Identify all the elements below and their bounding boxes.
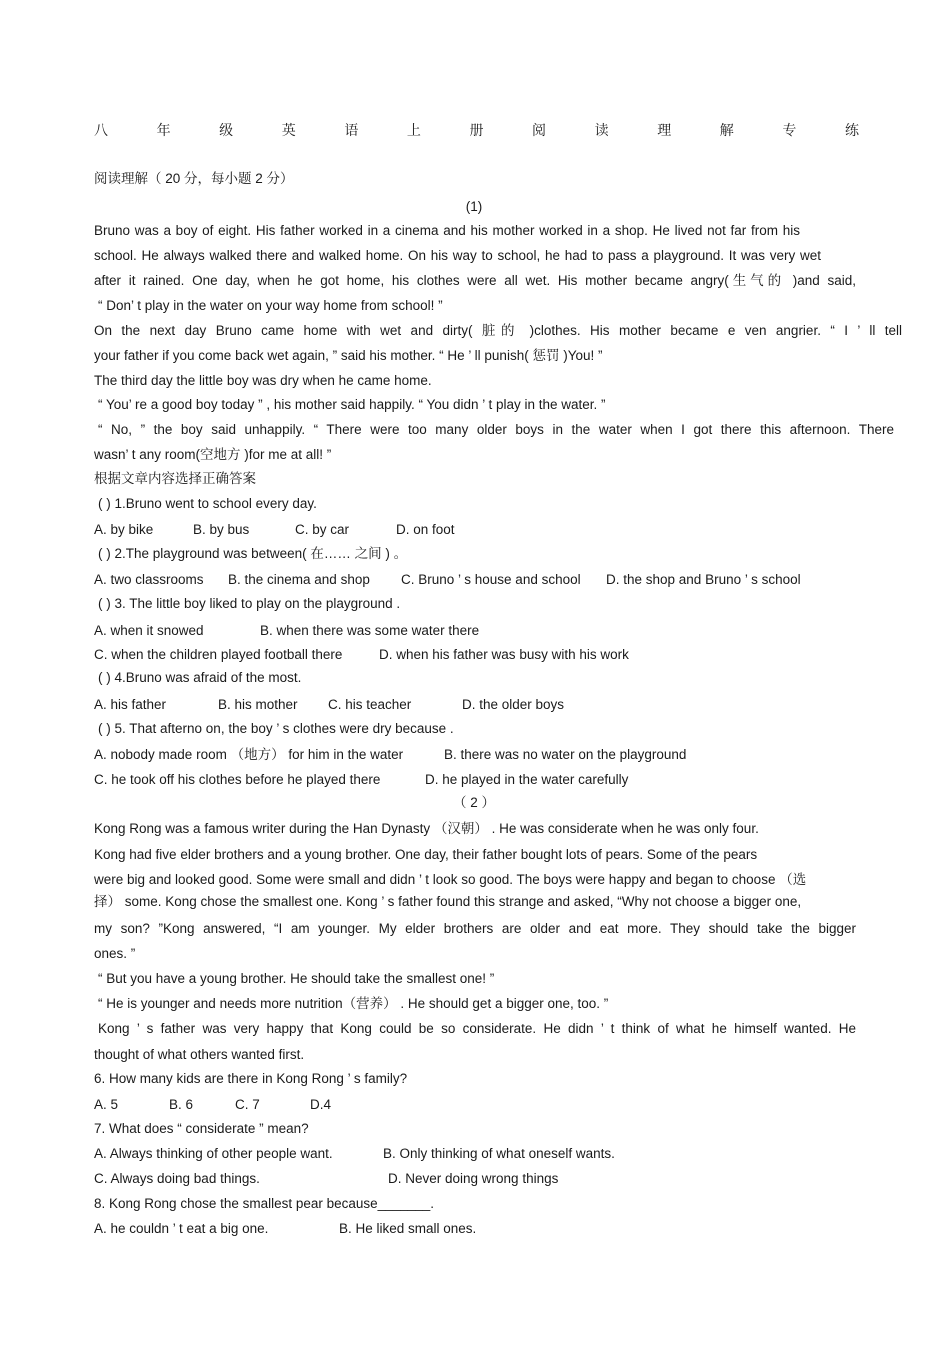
answer-option[interactable]: C. by car <box>295 522 350 537</box>
title-char: 八 <box>94 122 108 138</box>
answer-option[interactable]: B. 6 <box>169 1097 194 1112</box>
passage-line: your father if you come back wet again, ” said his mother. “ He ’ ll punish( 惩罚 )You! ” <box>94 348 603 363</box>
passage-line: “ You’ re a good boy today ” , his mother said happily. “ You didn ’ t play in the water. ” <box>98 397 606 412</box>
answer-option[interactable]: B. Only thinking of what oneself wants. <box>383 1146 615 1161</box>
title-char: 专 <box>782 122 797 138</box>
page-title <box>94 120 859 140</box>
passage-line: thought of what others wanted first. <box>94 1047 305 1062</box>
passage-line: “ But you have a young brother. He should take the smallest one! ” <box>98 971 495 986</box>
title-char: 读 <box>594 122 609 138</box>
title-char: 解 <box>719 122 734 138</box>
answer-option[interactable]: A. Always thinking of other people want. <box>94 1146 333 1161</box>
answer-option[interactable]: A. when it snowed <box>94 623 204 638</box>
title-char: 练 <box>844 122 859 138</box>
question-stem: ( ) 2.The playground was between( 在…… 之间 ) 。 <box>98 546 408 561</box>
passage-line: “ He is younger and needs more nutrition（营养） . He should get a bigger one, too. ” <box>98 996 609 1011</box>
answer-option[interactable]: A. 5 <box>94 1097 119 1112</box>
passage-line: wasn’ t any room(空地方 )for me at all! ” <box>94 447 332 462</box>
answer-option[interactable]: C. when the children played football there <box>94 647 343 662</box>
title-char: 级 <box>219 122 234 138</box>
answer-option[interactable]: D. on foot <box>396 522 455 537</box>
question-stem: 8. Kong Rong chose the smallest pear because_______. <box>94 1196 434 1211</box>
answer-option[interactable]: B. his mother <box>218 697 298 712</box>
answer-option[interactable]: C. Bruno ’ s house and school <box>401 572 581 587</box>
title-char: 册 <box>469 122 484 138</box>
passage-line: Kong had five elder brothers and a young brother. One day, their father bought lots of pears. Some of the pears <box>94 847 758 862</box>
title-char: 英 <box>281 122 296 138</box>
answer-option[interactable]: D. the shop and Bruno ’ s school <box>606 572 801 587</box>
answer-option[interactable]: C. his teacher <box>328 697 412 712</box>
title-char: 语 <box>344 122 359 138</box>
answer-option[interactable]: C. Always doing bad things. <box>94 1171 260 1186</box>
section-header: 阅读理解（ 20 分，每小题 2 分） <box>94 171 294 186</box>
title-char: 阅 <box>532 122 547 138</box>
question-stem: 7. What does “ considerate ” mean? <box>94 1121 309 1136</box>
answer-option[interactable]: C. he took off his clothes before he played there <box>94 772 381 787</box>
answer-option[interactable]: A. nobody made room （地方） for him in the water <box>94 747 404 762</box>
answer-option[interactable]: B. the cinema and shop <box>228 572 370 587</box>
answer-option[interactable]: A. he couldn ’ t eat a big one. <box>94 1221 269 1236</box>
question-stem: ( ) 5. That afterno on, the boy ’ s clothes were dry because . <box>98 721 454 736</box>
answer-option[interactable]: D. when his father was busy with his work <box>379 647 629 662</box>
passage-line: 择） some. Kong chose the smallest one. Kong ’ s father found this strange and asked, “Why not choose a bigger one, <box>94 894 802 909</box>
answer-option[interactable]: D. the older boys <box>462 697 565 712</box>
answer-option[interactable]: A. by bike <box>94 522 154 537</box>
passage-line: Kong Rong was a famous writer during the Han Dynasty （汉朝） . He was considerate when he was only four. <box>94 821 759 836</box>
title-char: 年 <box>156 122 171 138</box>
passage1-number: (1) <box>465 199 483 214</box>
answer-option[interactable]: B. He liked small ones. <box>339 1221 477 1236</box>
answer-option[interactable]: A. two classrooms <box>94 572 204 587</box>
question-stem: ( ) 3. The little boy liked to play on the playground . <box>98 596 401 611</box>
answer-option[interactable]: B. there was no water on the playground <box>444 747 687 762</box>
passage-line: On the next day Bruno came home with wet and dirty( 脏的 )clothes. His mother became e ven angrier. “ I ’ ll tell <box>94 323 902 338</box>
passage2-number: （ 2 ） <box>452 795 495 810</box>
answer-option[interactable]: B. by bus <box>193 522 250 537</box>
passage-line: ones. ” <box>94 946 136 961</box>
question-stem: 6. How many kids are there in Kong Rong ’ s family? <box>94 1071 408 1086</box>
question-stem: ( ) 4.Bruno was afraid of the most. <box>98 670 302 685</box>
answer-option[interactable]: D. Never doing wrong things <box>388 1171 559 1186</box>
answer-option[interactable]: B. when there was some water there <box>260 623 480 638</box>
passage-line: Kong ’ s father was very happy that Kong could be so considerate. He didn ’ t think of what he himself wanted. He <box>98 1021 856 1036</box>
passage-line: Bruno was a boy of eight. His father worked in a cinema and his mother worked in a shop. He lived not far from his <box>94 223 800 238</box>
passage-line: The third day the little boy was dry when he came home. <box>94 373 432 388</box>
passage-line: school. He always walked there and walked home. On his way to school, he had to pass a playground. It was very wet <box>94 248 821 263</box>
answer-option[interactable]: D. he played in the water carefully <box>425 772 629 787</box>
passage-line: my son? ”Kong answered, “I am younger. My elder brothers are older and eat more. They should take the bigger <box>94 921 856 936</box>
answer-option[interactable]: D.4 <box>310 1097 332 1112</box>
answer-option[interactable]: A. his father <box>94 697 167 712</box>
passage-line: were big and looked good. Some were small and didn ’ t look so good. The boys were happy and began to choose （选 <box>94 872 807 887</box>
answer-option[interactable]: C. 7 <box>235 1097 260 1112</box>
passage-line: “ Don’ t play in the water on your way home from school! ” <box>98 298 443 313</box>
question-stem: ( ) 1.Bruno went to school every day. <box>98 496 317 511</box>
title-char: 理 <box>657 122 672 138</box>
instructions: 根据文章内容选择正确答案 <box>94 471 256 486</box>
passage-line: after it rained. One day, when he got home, his clothes were all wet. His mother became angry(生气的 )and said, <box>94 273 856 288</box>
title-char: 上 <box>406 122 421 138</box>
passage-line: “ No, ” the boy said unhappily. “ There were too many older boys in the water when I got there this afternoon. There <box>98 422 894 437</box>
